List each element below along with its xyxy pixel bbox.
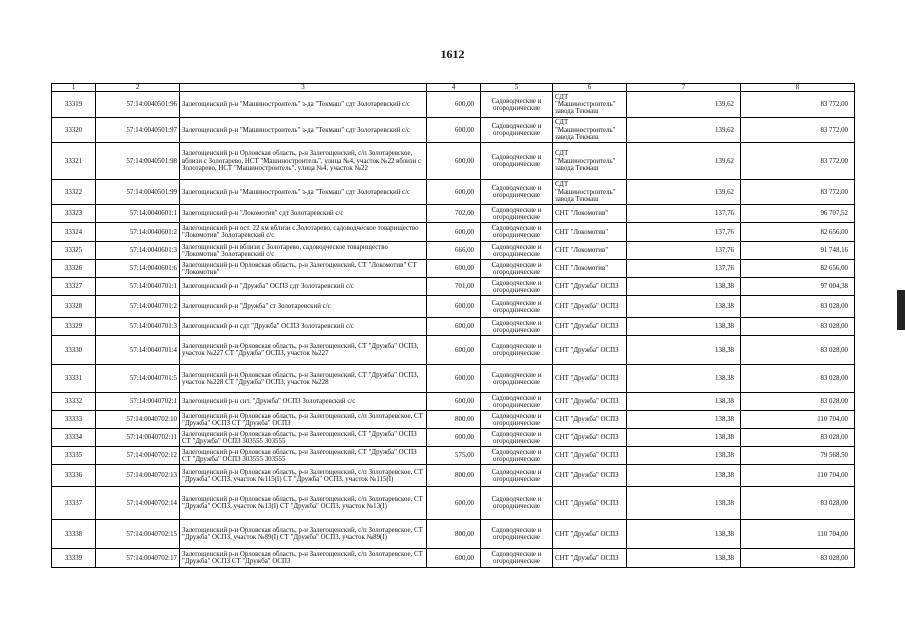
table-row <box>52 429 855 447</box>
land-use-cell: Садоводческие и огороднические <box>481 393 553 411</box>
cadastral-number-cell: 57:14:0040701:4 <box>96 336 180 365</box>
row-number-cell: 33322 <box>52 180 96 205</box>
cadastral-number-cell: 57:14:0040501:96 <box>96 92 180 118</box>
table-row <box>52 447 855 465</box>
area-cell: 600,00 <box>427 393 481 411</box>
land-use-cell: Садоводческие и огороднические <box>481 260 553 278</box>
col-header-4: 4 <box>427 84 481 92</box>
address-cell: Залегощенский р-н сдт "Дружба" ОСПЗ Золотаревский с/с <box>180 318 427 336</box>
row-number-cell: 33333 <box>52 411 96 429</box>
cadastral-cost-cell: 91 748,16 <box>741 242 855 260</box>
col-header-7: 7 <box>627 84 741 92</box>
cadastral-number-cell: 57:14:0040501:98 <box>96 143 180 180</box>
cadastral-cost-cell: 110 704,00 <box>741 411 855 429</box>
unit-price-cell: 138,38 <box>627 429 741 447</box>
unit-price-cell: 137,76 <box>627 223 741 242</box>
cadastral-number-cell: 57:14:0040701:5 <box>96 365 180 393</box>
owner-cell: СДТ "Машиностроитель" завода Текмаш <box>553 118 627 143</box>
land-use-cell: Садоводческие и огороднические <box>481 205 553 223</box>
row-number-cell: 33332 <box>52 393 96 411</box>
land-use-cell: Садоводческие и огороднические <box>481 465 553 487</box>
land-use-cell: Садоводческие и огороднические <box>481 487 553 520</box>
table-body <box>52 92 855 568</box>
table-row <box>52 180 855 205</box>
owner-cell: СНТ "Дружба" ОСПЗ <box>553 447 627 465</box>
col-header-5: 5 <box>481 84 553 92</box>
cadastral-cost-cell: 83 772,00 <box>741 180 855 205</box>
cadastral-cost-cell: 83 028,00 <box>741 429 855 447</box>
table-row <box>52 296 855 318</box>
col-header-2: 2 <box>96 84 180 92</box>
cadastral-number-cell: 57:14:0040702:11 <box>96 429 180 447</box>
cadastral-cost-cell: 83 028,00 <box>741 393 855 411</box>
table-row <box>52 205 855 223</box>
cadastral-number-cell: 57:14:0040501:99 <box>96 180 180 205</box>
unit-price-cell: 138,38 <box>627 393 741 411</box>
unit-price-cell: 138,38 <box>627 520 741 549</box>
cadastral-cost-cell: 83 028,00 <box>741 365 855 393</box>
col-header-6: 6 <box>553 84 627 92</box>
row-number-cell: 33338 <box>52 520 96 549</box>
table-row <box>52 411 855 429</box>
row-number-cell: 33336 <box>52 465 96 487</box>
area-cell: 600,00 <box>427 429 481 447</box>
address-cell: Залегощенский р-н Орловская область, р-н Залегощенский, с/п Золотаревское, вблизи с Золотарево, НСТ "Машиностроитель", улица №4, участок №22 вблизи с Золотарево, НСТ "Машиностроитель", улица №4, участок №22 <box>180 143 427 180</box>
land-use-cell: Садоводческие и огороднические <box>481 143 553 180</box>
unit-price-cell: 137,76 <box>627 260 741 278</box>
unit-price-cell: 138,38 <box>627 278 741 296</box>
cadastral-cost-cell: 110 704,00 <box>741 465 855 487</box>
cadastral-number-cell: 57:14:0040701:2 <box>96 296 180 318</box>
address-cell: Залегощенский р-н Орловская область, р-н Залегощенский, с/п Золотаревское, СТ "Дружба" ОСПЗ, участок №13(I) СТ "Дружба" ОСПЗ, участок №13(I) <box>180 487 427 520</box>
address-cell: Залегощенский р-н Орловская область, р-н Залегощенский, с/п Золотаревское, СТ "Дружба" ОСПЗ СТ "Дружба" ОСПЗ <box>180 549 427 568</box>
unit-price-cell: 139,62 <box>627 180 741 205</box>
cadastral-cost-cell: 83 028,00 <box>741 487 855 520</box>
cadastral-cost-cell: 83 028,00 <box>741 336 855 365</box>
row-number-cell: 33324 <box>52 223 96 242</box>
unit-price-cell: 139,62 <box>627 118 741 143</box>
unit-price-cell: 138,38 <box>627 411 741 429</box>
cadastral-number-cell: 57:14:0040702:17 <box>96 549 180 568</box>
unit-price-cell: 139,62 <box>627 92 741 118</box>
land-use-cell: Садоводческие и огороднические <box>481 223 553 242</box>
table-row <box>52 118 855 143</box>
owner-cell: СНТ "Дружба" ОСПЗ <box>553 411 627 429</box>
area-cell: 702,00 <box>427 205 481 223</box>
land-use-cell: Садоводческие и огороднические <box>481 318 553 336</box>
land-use-cell: Садоводческие и огороднические <box>481 92 553 118</box>
land-use-cell: Садоводческие и огороднические <box>481 520 553 549</box>
table-row <box>52 260 855 278</box>
row-number-cell: 33329 <box>52 318 96 336</box>
area-cell: 800,00 <box>427 465 481 487</box>
table-row <box>52 465 855 487</box>
page-number: 1612 <box>440 47 465 61</box>
row-number-cell: 33337 <box>52 487 96 520</box>
cadastral-number-cell: 57:14:0040702:1 <box>96 393 180 411</box>
row-number-cell: 33328 <box>52 296 96 318</box>
owner-cell: СНТ "Локомотив" <box>553 205 627 223</box>
cadastral-number-cell: 57:14:0040601:6 <box>96 260 180 278</box>
column-number-header-row <box>52 84 855 92</box>
area-cell: 666,00 <box>427 242 481 260</box>
land-use-cell: Садоводческие и огороднические <box>481 296 553 318</box>
area-cell: 600,00 <box>427 143 481 180</box>
owner-cell: СНТ "Дружба" ОСПЗ <box>553 296 627 318</box>
address-cell: Залегощенский р-н Орловская область, р-н Залегощенский, СТ "Локомотив" СТ "Локомотив" <box>180 260 427 278</box>
owner-cell: СНТ "Дружба" ОСПЗ <box>553 278 627 296</box>
address-cell: Залегощенский р-н "Машиностроитель" з-да "Текмаш" сдт Золотаревский с/с <box>180 118 427 143</box>
owner-cell: СНТ "Дружба" ОСПЗ <box>553 336 627 365</box>
cadastral-number-cell: 57:14:0040601:2 <box>96 223 180 242</box>
address-cell: Залегощенский р-н вблизи с Золотарево, садоводческое товарищество "Локомотив" Золотаревский с/с <box>180 242 427 260</box>
unit-price-cell: 138,38 <box>627 336 741 365</box>
cadastral-number-cell: 57:14:0040702:13 <box>96 465 180 487</box>
land-use-cell: Садоводческие и огороднические <box>481 411 553 429</box>
cadastral-cost-cell: 83 772,00 <box>741 92 855 118</box>
table-row <box>52 278 855 296</box>
land-use-cell: Садоводческие и огороднические <box>481 118 553 143</box>
cadastral-cost-cell: 82 656,00 <box>741 260 855 278</box>
owner-cell: СНТ "Дружба" ОСПЗ <box>553 365 627 393</box>
address-cell: Залегощенский р-н Орловская область, р-н Залегощенский, СТ "Дружба" ОСПЗ СТ "Дружба" ОСПЗ 303555 303555 <box>180 429 427 447</box>
table-row <box>52 143 855 180</box>
row-number-cell: 33320 <box>52 118 96 143</box>
row-number-cell: 33334 <box>52 429 96 447</box>
owner-cell: СНТ "Локомотив" <box>553 223 627 242</box>
row-number-cell: 33327 <box>52 278 96 296</box>
cadastral-cost-cell: 83 772,00 <box>741 143 855 180</box>
unit-price-cell: 137,76 <box>627 205 741 223</box>
land-register-table <box>51 83 855 568</box>
table-row <box>52 549 855 568</box>
row-number-cell: 33321 <box>52 143 96 180</box>
area-cell: 600,00 <box>427 336 481 365</box>
land-use-cell: Садоводческие и огороднические <box>481 429 553 447</box>
owner-cell: СДТ "Машиностроитель" завода Текмаш <box>553 143 627 180</box>
address-cell: Залегощенский р-н Орловская область, р-н Залегощенский, с/п Золотаревское, СТ "Дружба" ОСПЗ СТ "Дружба" ОСПЗ <box>180 411 427 429</box>
row-number-cell: 33325 <box>52 242 96 260</box>
cadastral-cost-cell: 110 704,00 <box>741 520 855 549</box>
cadastral-number-cell: 57:14:0040601:3 <box>96 242 180 260</box>
unit-price-cell: 138,38 <box>627 447 741 465</box>
unit-price-cell: 138,38 <box>627 549 741 568</box>
area-cell: 600,00 <box>427 260 481 278</box>
address-cell: Залегощенский р-н "Машиностроитель" з-да "Текмаш" сдт Золотаревский с/с <box>180 180 427 205</box>
land-use-cell: Садоводческие и огороднические <box>481 278 553 296</box>
cadastral-cost-cell: 83 772,00 <box>741 118 855 143</box>
area-cell: 701,00 <box>427 278 481 296</box>
cadastral-number-cell: 57:14:0040701:1 <box>96 278 180 296</box>
address-cell: Залегощенский р-н Орловская область, р-н Залегощенский, с/п Золотаревское, СТ "Дружба" ОСПЗ, участок №89(I) СТ "Дружба" ОСПЗ, участок №89(I) <box>180 520 427 549</box>
address-cell: Залегощенский р-н снт. "Дружба" ОСПЗ Золотаревский с/с <box>180 393 427 411</box>
area-cell: 600,00 <box>427 180 481 205</box>
address-cell: Залегощенский р-н Орловская область, р-н Залегощенский, с/п Золотаревское, СТ "Дружба" ОСПЗ, участок №115(I) СТ "Дружба" ОСПЗ, участок №115(I) <box>180 465 427 487</box>
row-number-cell: 33323 <box>52 205 96 223</box>
cadastral-number-cell: 57:14:0040701:3 <box>96 318 180 336</box>
land-use-cell: Садоводческие и огороднические <box>481 336 553 365</box>
cadastral-cost-cell: 96 707,52 <box>741 205 855 223</box>
owner-cell: СНТ "Локомотив" <box>553 242 627 260</box>
address-cell: Залегощенский р-н ост. 22 км вблизи с.Золотарево, садоводческое товарищество "Локомотив" Золотаревский с/с <box>180 223 427 242</box>
land-use-cell: Садоводческие и огороднические <box>481 549 553 568</box>
cadastral-cost-cell: 82 656,00 <box>741 223 855 242</box>
row-number-cell: 33330 <box>52 336 96 365</box>
land-use-cell: Садоводческие и огороднические <box>481 447 553 465</box>
owner-cell: СДТ "Машиностроитель" завода Текмаш <box>553 92 627 118</box>
owner-cell: СНТ "Дружба" ОСПЗ <box>553 487 627 520</box>
col-header-3: 3 <box>180 84 427 92</box>
owner-cell: СНТ "Дружба" ОСПЗ <box>553 520 627 549</box>
address-cell: Залегощенский р-н Орловская область, р-н Залегощенский, СТ "Дружба" ОСПЗ, участок №227 СТ "Дружба" ОСПЗ, участок №227 <box>180 336 427 365</box>
cadastral-cost-cell: 83 028,00 <box>741 296 855 318</box>
area-cell: 600,00 <box>427 118 481 143</box>
area-cell: 600,00 <box>427 318 481 336</box>
cadastral-cost-cell: 83 028,00 <box>741 318 855 336</box>
address-cell: Залегощенский р-н Орловская область, р-н Залегощенский, СТ "Дружба" ОСПЗ СТ "Дружба" ОСПЗ 303555 303555 <box>180 447 427 465</box>
address-cell: Залегощенский р-н "Дружба" ОСПЗ сдт Золотаревский с/с <box>180 278 427 296</box>
unit-price-cell: 138,38 <box>627 365 741 393</box>
row-number-cell: 33319 <box>52 92 96 118</box>
land-use-cell: Садоводческие и огороднические <box>481 180 553 205</box>
table-row <box>52 242 855 260</box>
unit-price-cell: 138,38 <box>627 296 741 318</box>
owner-cell: СДТ "Машиностроитель" завода Текмаш <box>553 180 627 205</box>
owner-cell: СНТ "Дружба" ОСПЗ <box>553 429 627 447</box>
owner-cell: СНТ "Дружба" ОСПЗ <box>553 393 627 411</box>
owner-cell: СНТ "Дружба" ОСПЗ <box>553 465 627 487</box>
owner-cell: СНТ "Дружба" ОСПЗ <box>553 549 627 568</box>
unit-price-cell: 138,38 <box>627 465 741 487</box>
table-row <box>52 393 855 411</box>
cadastral-number-cell: 57:14:0040601:1 <box>96 205 180 223</box>
unit-price-cell: 139,62 <box>627 143 741 180</box>
address-cell: Залегощенский р-н "Дружба" ст Золотаревский с/с <box>180 296 427 318</box>
table-row <box>52 92 855 118</box>
unit-price-cell: 137,76 <box>627 242 741 260</box>
address-cell: Залегощенский р-н "Машиностроитель" з-да "Текмаш" сдт Золотаревский с/с <box>180 92 427 118</box>
area-cell: 800,00 <box>427 520 481 549</box>
cadastral-number-cell: 57:14:0040702:14 <box>96 487 180 520</box>
area-cell: 600,00 <box>427 549 481 568</box>
land-use-cell: Садоводческие и огороднические <box>481 365 553 393</box>
row-number-cell: 33326 <box>52 260 96 278</box>
land-use-cell: Садоводческие и огороднические <box>481 242 553 260</box>
cadastral-cost-cell: 97 004,38 <box>741 278 855 296</box>
col-header-1: 1 <box>52 84 96 92</box>
table-row <box>52 336 855 365</box>
cadastral-cost-cell: 79 568,50 <box>741 447 855 465</box>
unit-price-cell: 138,38 <box>627 318 741 336</box>
row-number-cell: 33335 <box>52 447 96 465</box>
cadastral-number-cell: 57:14:0040702:10 <box>96 411 180 429</box>
table-row <box>52 487 855 520</box>
area-cell: 600,00 <box>427 296 481 318</box>
area-cell: 600,00 <box>427 487 481 520</box>
area-cell: 575,00 <box>427 447 481 465</box>
row-number-cell: 33339 <box>52 549 96 568</box>
owner-cell: СНТ "Дружба" ОСПЗ <box>553 318 627 336</box>
address-cell: Залегощенский р-н "Локомотив" сдт Золотаревский с/с <box>180 205 427 223</box>
area-cell: 600,00 <box>427 223 481 242</box>
address-cell: Залегощенский р-н Орловская область, р-н Залегощенский, СТ "Дружба" ОСПЗ, участок №228 СТ "Дружба" ОСПЗ, участок №228 <box>180 365 427 393</box>
unit-price-cell: 138,38 <box>627 487 741 520</box>
table-row <box>52 365 855 393</box>
row-number-cell: 33331 <box>52 365 96 393</box>
owner-cell: СНТ "Локомотив" <box>553 260 627 278</box>
table-row <box>52 318 855 336</box>
cadastral-number-cell: 57:14:0040501:97 <box>96 118 180 143</box>
table-row <box>52 223 855 242</box>
area-cell: 600,00 <box>427 92 481 118</box>
table-row <box>52 520 855 549</box>
cadastral-number-cell: 57:14:0040702:12 <box>96 447 180 465</box>
col-header-8: 8 <box>741 84 855 92</box>
area-cell: 600,00 <box>427 365 481 393</box>
cadastral-number-cell: 57:14:0040702:15 <box>96 520 180 549</box>
edge-marker <box>897 290 905 330</box>
area-cell: 800,00 <box>427 411 481 429</box>
cadastral-cost-cell: 83 028,00 <box>741 549 855 568</box>
